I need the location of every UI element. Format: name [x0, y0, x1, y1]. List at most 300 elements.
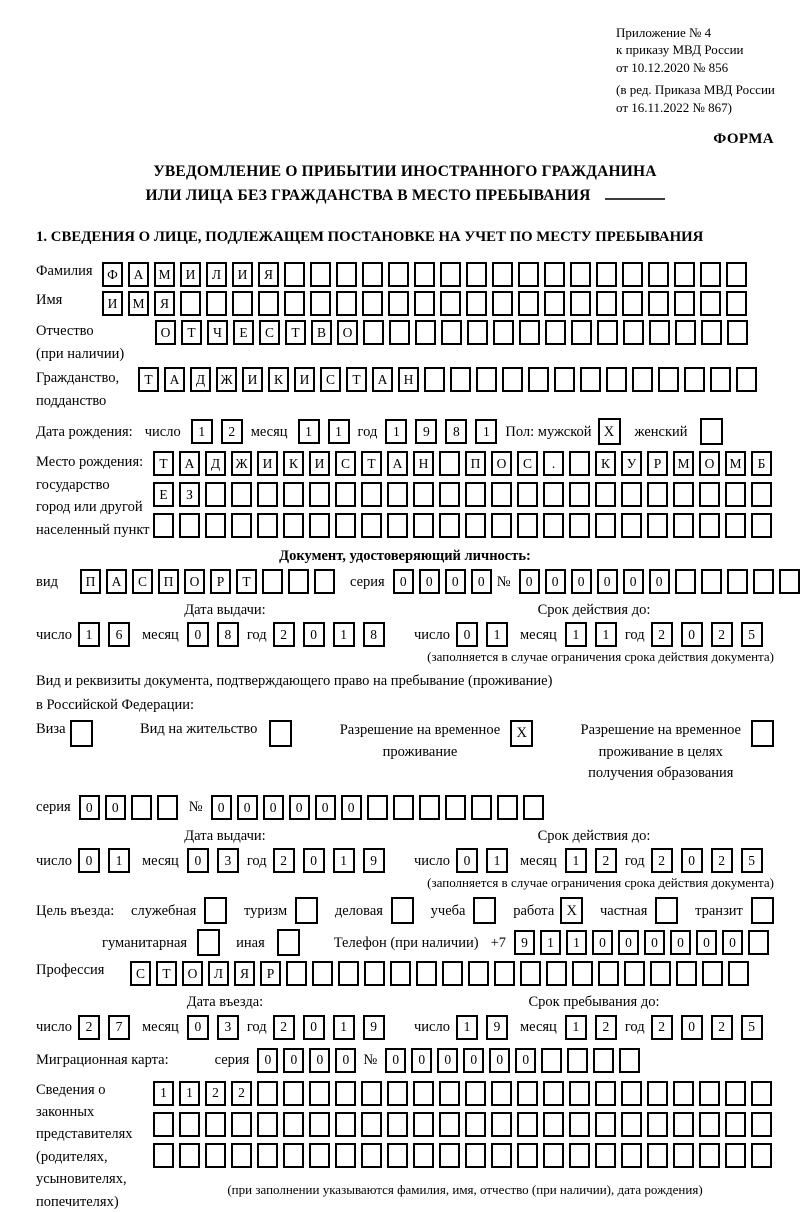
- char-box[interactable]: [520, 961, 541, 986]
- char-box[interactable]: [725, 513, 746, 538]
- char-box[interactable]: [467, 320, 488, 345]
- char-box[interactable]: [441, 320, 462, 345]
- char-box[interactable]: [517, 1081, 538, 1106]
- char-box[interactable]: 1: [108, 848, 130, 873]
- char-box[interactable]: [314, 569, 335, 594]
- char-box[interactable]: 9: [363, 1015, 385, 1040]
- char-box[interactable]: [312, 961, 333, 986]
- char-box[interactable]: [361, 1112, 382, 1137]
- char-box[interactable]: [569, 1081, 590, 1106]
- char-box[interactable]: [335, 1081, 356, 1106]
- char-box[interactable]: [751, 1143, 772, 1168]
- char-box[interactable]: [205, 1112, 226, 1137]
- char-box[interactable]: [725, 1081, 746, 1106]
- char-box[interactable]: 0: [623, 569, 644, 594]
- char-box[interactable]: Р: [260, 961, 281, 986]
- char-box[interactable]: [309, 1143, 330, 1168]
- char-box[interactable]: [440, 291, 461, 316]
- char-box[interactable]: [647, 1143, 668, 1168]
- char-box[interactable]: З: [179, 482, 200, 507]
- purpose-private-checkbox[interactable]: [655, 897, 678, 924]
- char-box[interactable]: [595, 513, 616, 538]
- char-box[interactable]: О: [184, 569, 205, 594]
- char-box[interactable]: [650, 961, 671, 986]
- char-box[interactable]: Е: [153, 482, 174, 507]
- char-box[interactable]: [309, 482, 330, 507]
- char-box[interactable]: 2: [595, 848, 617, 873]
- purpose-study-checkbox[interactable]: [473, 897, 496, 924]
- char-box[interactable]: 2: [595, 1015, 617, 1040]
- char-box[interactable]: [519, 320, 540, 345]
- char-box[interactable]: [231, 482, 252, 507]
- char-box[interactable]: 8: [445, 419, 467, 444]
- char-box[interactable]: [726, 291, 747, 316]
- char-box[interactable]: Я: [154, 291, 175, 316]
- purpose-business-checkbox[interactable]: [391, 897, 414, 924]
- char-box[interactable]: 1: [566, 930, 587, 955]
- char-box[interactable]: 0: [105, 795, 126, 820]
- char-box[interactable]: [439, 1081, 460, 1106]
- char-box[interactable]: Т: [156, 961, 177, 986]
- char-box[interactable]: [364, 961, 385, 986]
- char-box[interactable]: [205, 1143, 226, 1168]
- char-box[interactable]: 0: [187, 848, 209, 873]
- char-box[interactable]: [362, 291, 383, 316]
- char-box[interactable]: Л: [208, 961, 229, 986]
- char-box[interactable]: 0: [437, 1048, 458, 1073]
- char-box[interactable]: К: [283, 451, 304, 476]
- char-box[interactable]: [232, 291, 253, 316]
- char-box[interactable]: [546, 961, 567, 986]
- char-box[interactable]: [179, 1112, 200, 1137]
- char-box[interactable]: [393, 795, 414, 820]
- char-box[interactable]: 0: [187, 1015, 209, 1040]
- char-box[interactable]: [309, 513, 330, 538]
- char-box[interactable]: [727, 569, 748, 594]
- char-box[interactable]: [710, 367, 731, 392]
- char-box[interactable]: [335, 1143, 356, 1168]
- char-box[interactable]: А: [179, 451, 200, 476]
- char-box[interactable]: [424, 367, 445, 392]
- char-box[interactable]: [389, 320, 410, 345]
- char-box[interactable]: [476, 367, 497, 392]
- char-box[interactable]: 0: [283, 1048, 304, 1073]
- char-box[interactable]: Т: [346, 367, 367, 392]
- char-box[interactable]: [751, 1112, 772, 1137]
- char-box[interactable]: 0: [385, 1048, 406, 1073]
- char-box[interactable]: [338, 961, 359, 986]
- char-box[interactable]: [545, 320, 566, 345]
- char-box[interactable]: 0: [463, 1048, 484, 1073]
- char-box[interactable]: [153, 1143, 174, 1168]
- char-box[interactable]: [491, 513, 512, 538]
- char-box[interactable]: 0: [419, 569, 440, 594]
- char-box[interactable]: А: [106, 569, 127, 594]
- char-box[interactable]: [673, 1081, 694, 1106]
- char-box[interactable]: 0: [722, 930, 743, 955]
- char-box[interactable]: 1: [328, 419, 350, 444]
- char-box[interactable]: 1: [333, 848, 355, 873]
- char-box[interactable]: 1: [333, 1015, 355, 1040]
- char-box[interactable]: 3: [217, 848, 239, 873]
- char-box[interactable]: Т: [236, 569, 257, 594]
- char-box[interactable]: 1: [78, 622, 100, 647]
- char-box[interactable]: [465, 1143, 486, 1168]
- char-box[interactable]: [647, 482, 668, 507]
- char-box[interactable]: [701, 320, 722, 345]
- char-box[interactable]: 0: [303, 622, 325, 647]
- char-box[interactable]: 1: [153, 1081, 174, 1106]
- char-box[interactable]: 1: [595, 622, 617, 647]
- char-box[interactable]: [361, 1081, 382, 1106]
- char-box[interactable]: [387, 1112, 408, 1137]
- char-box[interactable]: 0: [78, 848, 100, 873]
- char-box[interactable]: [439, 482, 460, 507]
- char-box[interactable]: [310, 262, 331, 287]
- char-box[interactable]: [414, 262, 435, 287]
- char-box[interactable]: [258, 291, 279, 316]
- char-box[interactable]: [648, 291, 669, 316]
- char-box[interactable]: 1: [540, 930, 561, 955]
- char-box[interactable]: [673, 482, 694, 507]
- purpose-humanitarian-checkbox[interactable]: [197, 929, 220, 956]
- char-box[interactable]: .: [543, 451, 564, 476]
- char-box[interactable]: Р: [647, 451, 668, 476]
- char-box[interactable]: [567, 1048, 588, 1073]
- char-box[interactable]: [517, 513, 538, 538]
- char-box[interactable]: 5: [741, 1015, 763, 1040]
- char-box[interactable]: [336, 291, 357, 316]
- char-box[interactable]: [336, 262, 357, 287]
- char-box[interactable]: [621, 513, 642, 538]
- char-box[interactable]: [413, 1143, 434, 1168]
- char-box[interactable]: А: [387, 451, 408, 476]
- char-box[interactable]: [180, 291, 201, 316]
- char-box[interactable]: С: [320, 367, 341, 392]
- char-box[interactable]: Ж: [216, 367, 237, 392]
- char-box[interactable]: [262, 569, 283, 594]
- char-box[interactable]: [598, 961, 619, 986]
- char-box[interactable]: 9: [514, 930, 535, 955]
- char-box[interactable]: 1: [565, 622, 587, 647]
- char-box[interactable]: 0: [681, 1015, 703, 1040]
- char-box[interactable]: [283, 513, 304, 538]
- char-box[interactable]: И: [242, 367, 263, 392]
- char-box[interactable]: [465, 1112, 486, 1137]
- char-box[interactable]: [335, 1112, 356, 1137]
- char-box[interactable]: 1: [333, 622, 355, 647]
- char-box[interactable]: [751, 1081, 772, 1106]
- visa-checkbox[interactable]: [70, 720, 93, 747]
- char-box[interactable]: Я: [234, 961, 255, 986]
- char-box[interactable]: [569, 482, 590, 507]
- char-box[interactable]: И: [257, 451, 278, 476]
- char-box[interactable]: [387, 513, 408, 538]
- char-box[interactable]: [465, 1081, 486, 1106]
- char-box[interactable]: [570, 262, 591, 287]
- char-box[interactable]: [571, 320, 592, 345]
- char-box[interactable]: [414, 291, 435, 316]
- char-box[interactable]: 2: [651, 848, 673, 873]
- char-box[interactable]: М: [154, 262, 175, 287]
- char-box[interactable]: [523, 795, 544, 820]
- char-box[interactable]: [543, 482, 564, 507]
- char-box[interactable]: [416, 961, 437, 986]
- char-box[interactable]: 2: [78, 1015, 100, 1040]
- char-box[interactable]: 0: [681, 622, 703, 647]
- char-box[interactable]: 0: [571, 569, 592, 594]
- char-box[interactable]: 2: [651, 1015, 673, 1040]
- char-box[interactable]: 0: [456, 622, 478, 647]
- char-box[interactable]: П: [465, 451, 486, 476]
- char-box[interactable]: [751, 513, 772, 538]
- sex-male-checkbox[interactable]: X: [598, 418, 621, 445]
- char-box[interactable]: [700, 291, 721, 316]
- temp-residence-edu-checkbox[interactable]: [751, 720, 774, 747]
- char-box[interactable]: 2: [273, 848, 295, 873]
- char-box[interactable]: [621, 1143, 642, 1168]
- char-box[interactable]: [286, 961, 307, 986]
- char-box[interactable]: [517, 482, 538, 507]
- char-box[interactable]: [361, 513, 382, 538]
- char-box[interactable]: О: [337, 320, 358, 345]
- char-box[interactable]: [231, 513, 252, 538]
- char-box[interactable]: К: [595, 451, 616, 476]
- char-box[interactable]: [440, 262, 461, 287]
- char-box[interactable]: 1: [385, 419, 407, 444]
- char-box[interactable]: М: [673, 451, 694, 476]
- char-box[interactable]: 0: [519, 569, 540, 594]
- char-box[interactable]: 0: [341, 795, 362, 820]
- char-box[interactable]: 0: [471, 569, 492, 594]
- char-box[interactable]: [153, 513, 174, 538]
- char-box[interactable]: [517, 1143, 538, 1168]
- char-box[interactable]: [309, 1081, 330, 1106]
- char-box[interactable]: 2: [711, 848, 733, 873]
- char-box[interactable]: [736, 367, 757, 392]
- char-box[interactable]: 9: [415, 419, 437, 444]
- char-box[interactable]: [606, 367, 627, 392]
- char-box[interactable]: 2: [651, 622, 673, 647]
- residence-permit-checkbox[interactable]: [269, 720, 292, 747]
- char-box[interactable]: 0: [263, 795, 284, 820]
- char-box[interactable]: Р: [210, 569, 231, 594]
- char-box[interactable]: [494, 961, 515, 986]
- char-box[interactable]: 0: [303, 848, 325, 873]
- char-box[interactable]: [491, 1143, 512, 1168]
- char-box[interactable]: [580, 367, 601, 392]
- char-box[interactable]: [684, 367, 705, 392]
- char-box[interactable]: [492, 291, 513, 316]
- char-box[interactable]: [468, 961, 489, 986]
- char-box[interactable]: [466, 291, 487, 316]
- char-box[interactable]: 6: [108, 622, 130, 647]
- char-box[interactable]: И: [294, 367, 315, 392]
- char-box[interactable]: [621, 1081, 642, 1106]
- char-box[interactable]: [283, 1081, 304, 1106]
- char-box[interactable]: [517, 1112, 538, 1137]
- char-box[interactable]: Ч: [207, 320, 228, 345]
- char-box[interactable]: [647, 1112, 668, 1137]
- char-box[interactable]: [493, 320, 514, 345]
- char-box[interactable]: [569, 451, 590, 476]
- char-box[interactable]: [231, 1112, 252, 1137]
- char-box[interactable]: [649, 320, 670, 345]
- char-box[interactable]: [413, 513, 434, 538]
- char-box[interactable]: И: [180, 262, 201, 287]
- char-box[interactable]: 0: [289, 795, 310, 820]
- char-box[interactable]: К: [268, 367, 289, 392]
- char-box[interactable]: [257, 482, 278, 507]
- char-box[interactable]: [491, 1081, 512, 1106]
- char-box[interactable]: С: [130, 961, 151, 986]
- char-box[interactable]: [596, 262, 617, 287]
- purpose-other-checkbox[interactable]: [277, 929, 300, 956]
- char-box[interactable]: С: [132, 569, 153, 594]
- char-box[interactable]: Ж: [231, 451, 252, 476]
- char-box[interactable]: [283, 1143, 304, 1168]
- char-box[interactable]: [362, 262, 383, 287]
- char-box[interactable]: [283, 482, 304, 507]
- char-box[interactable]: [415, 320, 436, 345]
- char-box[interactable]: 9: [486, 1015, 508, 1040]
- char-box[interactable]: 0: [211, 795, 232, 820]
- char-box[interactable]: 1: [486, 848, 508, 873]
- char-box[interactable]: [367, 795, 388, 820]
- char-box[interactable]: 0: [79, 795, 100, 820]
- char-box[interactable]: [593, 1048, 614, 1073]
- char-box[interactable]: [748, 930, 769, 955]
- char-box[interactable]: 0: [649, 569, 670, 594]
- char-box[interactable]: [390, 961, 411, 986]
- char-box[interactable]: [361, 482, 382, 507]
- char-box[interactable]: 1: [475, 419, 497, 444]
- purpose-official-checkbox[interactable]: [204, 897, 227, 924]
- char-box[interactable]: Н: [413, 451, 434, 476]
- char-box[interactable]: [413, 482, 434, 507]
- char-box[interactable]: П: [158, 569, 179, 594]
- char-box[interactable]: 0: [681, 848, 703, 873]
- char-box[interactable]: А: [128, 262, 149, 287]
- char-box[interactable]: 5: [741, 848, 763, 873]
- char-box[interactable]: [288, 569, 309, 594]
- char-box[interactable]: [465, 513, 486, 538]
- char-box[interactable]: [597, 320, 618, 345]
- char-box[interactable]: [491, 1112, 512, 1137]
- char-box[interactable]: [206, 291, 227, 316]
- char-box[interactable]: В: [311, 320, 332, 345]
- char-box[interactable]: [284, 262, 305, 287]
- char-box[interactable]: И: [309, 451, 330, 476]
- char-box[interactable]: [544, 262, 565, 287]
- char-box[interactable]: Т: [181, 320, 202, 345]
- char-box[interactable]: 0: [187, 622, 209, 647]
- char-box[interactable]: Н: [398, 367, 419, 392]
- char-box[interactable]: [700, 262, 721, 287]
- purpose-tourism-checkbox[interactable]: [295, 897, 318, 924]
- char-box[interactable]: [413, 1112, 434, 1137]
- char-box[interactable]: 0: [670, 930, 691, 955]
- char-box[interactable]: [335, 513, 356, 538]
- char-box[interactable]: 2: [273, 622, 295, 647]
- char-box[interactable]: [699, 513, 720, 538]
- char-box[interactable]: 1: [191, 419, 213, 444]
- char-box[interactable]: [363, 320, 384, 345]
- purpose-transit-checkbox[interactable]: [751, 897, 774, 924]
- char-box[interactable]: [466, 262, 487, 287]
- char-box[interactable]: [622, 262, 643, 287]
- char-box[interactable]: 3: [217, 1015, 239, 1040]
- char-box[interactable]: 2: [205, 1081, 226, 1106]
- char-box[interactable]: [543, 513, 564, 538]
- char-box[interactable]: [632, 367, 653, 392]
- char-box[interactable]: 0: [618, 930, 639, 955]
- char-box[interactable]: [309, 1112, 330, 1137]
- char-box[interactable]: [445, 795, 466, 820]
- char-box[interactable]: [621, 482, 642, 507]
- char-box[interactable]: [179, 1143, 200, 1168]
- char-box[interactable]: Б: [751, 451, 772, 476]
- char-box[interactable]: [388, 291, 409, 316]
- char-box[interactable]: 0: [309, 1048, 330, 1073]
- char-box[interactable]: [518, 291, 539, 316]
- char-box[interactable]: [310, 291, 331, 316]
- char-box[interactable]: [157, 795, 178, 820]
- char-box[interactable]: 2: [711, 1015, 733, 1040]
- char-box[interactable]: 0: [237, 795, 258, 820]
- char-box[interactable]: [543, 1112, 564, 1137]
- char-box[interactable]: [570, 291, 591, 316]
- char-box[interactable]: И: [102, 291, 123, 316]
- char-box[interactable]: 0: [644, 930, 665, 955]
- char-box[interactable]: [439, 451, 460, 476]
- char-box[interactable]: Ф: [102, 262, 123, 287]
- char-box[interactable]: [569, 513, 590, 538]
- char-box[interactable]: [387, 1143, 408, 1168]
- char-box[interactable]: 2: [711, 622, 733, 647]
- char-box[interactable]: [623, 320, 644, 345]
- char-box[interactable]: 1: [486, 622, 508, 647]
- char-box[interactable]: [491, 482, 512, 507]
- char-box[interactable]: [465, 482, 486, 507]
- char-box[interactable]: [205, 482, 226, 507]
- char-box[interactable]: [702, 961, 723, 986]
- char-box[interactable]: 0: [545, 569, 566, 594]
- char-box[interactable]: [699, 1112, 720, 1137]
- char-box[interactable]: [361, 1143, 382, 1168]
- char-box[interactable]: [675, 320, 696, 345]
- char-box[interactable]: 0: [597, 569, 618, 594]
- char-box[interactable]: [725, 482, 746, 507]
- char-box[interactable]: [131, 795, 152, 820]
- sex-female-checkbox[interactable]: [700, 418, 723, 445]
- char-box[interactable]: М: [725, 451, 746, 476]
- char-box[interactable]: Д: [205, 451, 226, 476]
- char-box[interactable]: А: [372, 367, 393, 392]
- char-box[interactable]: 5: [741, 622, 763, 647]
- char-box[interactable]: [701, 569, 722, 594]
- char-box[interactable]: [673, 1143, 694, 1168]
- char-box[interactable]: [648, 262, 669, 287]
- char-box[interactable]: [624, 961, 645, 986]
- char-box[interactable]: 1: [179, 1081, 200, 1106]
- char-box[interactable]: С: [259, 320, 280, 345]
- char-box[interactable]: [621, 1112, 642, 1137]
- char-box[interactable]: О: [491, 451, 512, 476]
- char-box[interactable]: [658, 367, 679, 392]
- char-box[interactable]: [725, 1112, 746, 1137]
- char-box[interactable]: [595, 1143, 616, 1168]
